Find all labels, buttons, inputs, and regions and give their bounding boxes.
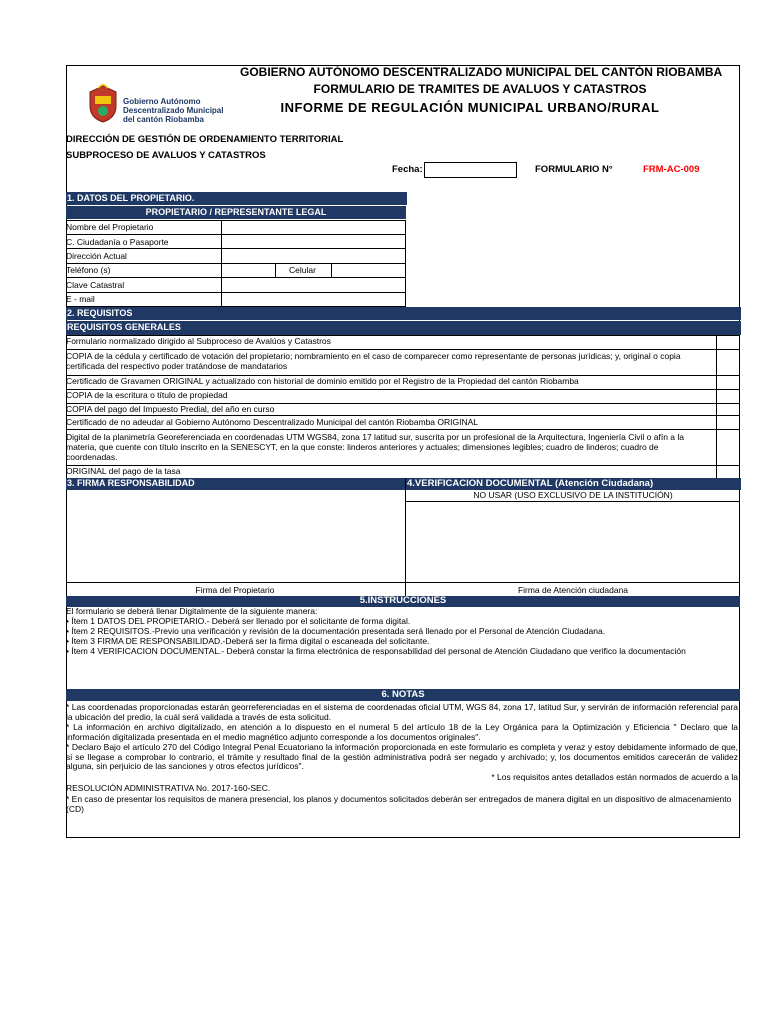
subprocess-label: SUBPROCESO DE AVALUOS Y CATASTROS xyxy=(66,150,266,161)
requirement-checkbox[interactable] xyxy=(718,376,738,389)
requirement-item: Certificado de Gravamen ORIGINAL y actualizado con historial de dominio emitido por el Registro de la Propiedad del cantón Riobamba xyxy=(66,376,579,386)
requirement-checkbox[interactable] xyxy=(718,430,738,464)
logo-text-line1: Gobierno Autónomo xyxy=(123,97,201,106)
field-input-clave[interactable] xyxy=(224,280,404,292)
divider xyxy=(406,501,740,502)
direction-label: DIRECCIÓN DE GESTIÓN DE ORDENAMIENTO TERRITORIAL xyxy=(66,134,344,145)
field-input-nombre[interactable] xyxy=(224,222,404,234)
note-item: * Las coordenadas proporcionadas estarán georreferenciadas en el sistema de coordenadas oficial UTM, WGS 84, zona 17, latitud Sur, y servirán de información referencial para la ubicación del predio, la cuál será validada a través de esta solicitud. xyxy=(66,702,738,722)
note-item: * Los requisitos antes detallados están normados de acuerdo a la xyxy=(491,772,738,782)
instructions-intro: El formulario se deberá llenar Digitalmente de la siguiente manera: xyxy=(66,606,318,616)
attention-signature-area[interactable] xyxy=(408,503,738,581)
field-label-direccion: Dirección Actual xyxy=(66,251,127,261)
field-label-nombre: Nombre del Propietario xyxy=(66,222,154,232)
instruction-item: • Ítem 3 FIRMA DE RESPONSABILIDAD.-Deberá ser la firma digital o escaneada del solicitante. xyxy=(66,636,430,646)
logo-text-line3: del cantón Riobamba xyxy=(123,115,204,124)
requirement-item: Certificado de no adeudar al Gobierno Autónomo Descentralizado Municipal del cantón Riobamba ORIGINAL xyxy=(66,417,479,427)
field-input-cedula[interactable] xyxy=(224,237,404,249)
requirement-item: COPIA del pago del Impuesto Predial, del año en curso xyxy=(66,404,275,414)
fecha-label: Fecha: xyxy=(392,164,423,175)
celular-label: Celular xyxy=(289,265,316,275)
institution-use-note: NO USAR (USO EXCLUSIVO DE LA INSTITUCIÓN) xyxy=(473,490,673,500)
requirement-checkbox[interactable] xyxy=(718,416,738,429)
section4-title: 4.VERIFICACION DOCUMENTAL (Atención Ciudadana) xyxy=(406,478,741,490)
section6-title: 6. NOTAS xyxy=(66,689,740,701)
owner-signature-area[interactable] xyxy=(68,492,402,580)
header-title-3: INFORME DE REGULACIÓN MUNICIPAL URBANO/RURAL xyxy=(280,100,660,115)
header-title-2: FORMULARIO DE TRAMITES DE AVALUOS Y CATASTROS xyxy=(313,82,647,96)
field-input-direccion[interactable] xyxy=(224,251,404,263)
instruction-item: • Ítem 1 DATOS DEL PROPIETARIO.- Deberá ser llenado por el solicitante de forma digital. xyxy=(66,616,411,626)
requirement-checkbox[interactable] xyxy=(718,351,738,375)
note-item: * En caso de presentar los requisitos de manera presencial, los planos y documentos solicitados deberán ser entregados de manera digital en un dispositivo de almacenamiento (CD) xyxy=(66,794,732,814)
field-label-telefono: Teléfono (s) xyxy=(66,265,111,275)
logo-text-line2: Descentralizado Municipal xyxy=(123,106,224,115)
attention-signature-label: Firma de Atención ciudadana xyxy=(517,585,629,595)
requirement-item: COPIA de la escritura o título de propiedad xyxy=(66,390,228,400)
header-title-1: GOBIERNO AUTÓNOMO DESCENTRALIZADO MUNICIPAL DEL CANTÓN RIOBAMBA xyxy=(240,65,723,79)
requirement-item: COPIA de la cédula y certificado de votación del propietario; nombramiento en el caso de comparecer como representante de personas jurídicas; y, original o copia certificada del respectivo poder tratándose de mandatarios xyxy=(66,351,681,371)
requirement-checkbox[interactable] xyxy=(718,336,738,349)
instruction-item: • Ítem 2 REQUISITOS.-Previo una verificación y revisión de la documentación presentada será llenado por el Personal de Atención Ciudadana. xyxy=(66,626,606,636)
divider xyxy=(405,478,406,596)
celular-input[interactable] xyxy=(334,265,404,277)
municipal-logo xyxy=(86,84,120,124)
field-label-clave: Clave Catastral xyxy=(66,280,125,290)
requirement-item: ORIGINAL del pago de la tasa xyxy=(66,466,181,476)
requirement-checkbox[interactable] xyxy=(718,404,738,415)
instruction-item: • Ítem 4 VERIFICACION DOCUMENTAL.- Deberá constar la firma electrónica de responsabilidad del personal de Atención Ciudadano que verifico la documentación xyxy=(66,646,686,656)
section1-subtitle: PROPIETARIO / REPRESENTANTE LEGAL xyxy=(66,206,406,219)
field-label-cedula: C. Ciudadanía o Pasaporte xyxy=(66,237,169,247)
requirement-checkbox[interactable] xyxy=(718,390,738,403)
section2-title: 2. REQUISITOS xyxy=(66,307,741,320)
section1-title: 1. DATOS DEL PROPIETARIO. xyxy=(66,192,407,205)
form-number-label: FORMULARIO N° xyxy=(535,164,613,175)
note-item: RESOLUCIÓN ADMINISTRATIVA No. 2017-160-SEC. xyxy=(66,783,271,793)
requirement-item: Formulario normalizado dirigido al Subproceso de Avalúos y Catastros xyxy=(66,336,331,346)
note-item: * Declaro Bajo el artículo 270 del Código Integral Penal Ecuatoriano la información proporcionada en este formulario es completa y veraz y estoy debidamente informado de que, si se llegase a comprobar lo contrario, el trámite y resultado final de la gestión administrativa podrá ser negado y archivado; y, los documentos emitidos carecerán de validez alguna, sin perjuicio de las sanciones y otros efectos jurídicos". xyxy=(66,742,738,772)
section2-subtitle: REQUISITOS GENERALES xyxy=(66,321,741,335)
owner-signature-label: Firma del Propietario xyxy=(195,585,275,595)
field-input-telefono[interactable] xyxy=(224,265,274,277)
field-input-email[interactable] xyxy=(224,294,404,306)
section5-title: 5.INSTRUCCIONES xyxy=(66,596,740,607)
field-label-email: E - mail xyxy=(66,294,95,304)
requirement-item: Digital de la planimetría Georeferenciada en coordenadas UTM WGS84, zona 17 latitud sur, suscrita por un profesional de la Arquitectura, Ingeniería Civil o afín a la materia, que cuente con título inscrito en la SENESCYT, en la que conste: linderos anteriores y actuales; dimensiones legibles; cuadro de linderos; cuadro de coordenadas. xyxy=(66,432,685,462)
divider xyxy=(66,582,740,583)
form-code: FRM-AC-009 xyxy=(643,164,700,175)
section3-title: 3. FIRMA RESPONSABILIDAD xyxy=(66,478,405,490)
fecha-input[interactable] xyxy=(424,162,517,178)
note-item: * La información en archivo digitalizado, en atención a lo dispuesto en el numeral 5 del artículo 18 de la Ley Orgánica para la Optimización y Eficiencia " Declaro que la información digitalizada presentada en el medio magnético adjunto corresponde a los documentos originales". xyxy=(66,722,738,742)
